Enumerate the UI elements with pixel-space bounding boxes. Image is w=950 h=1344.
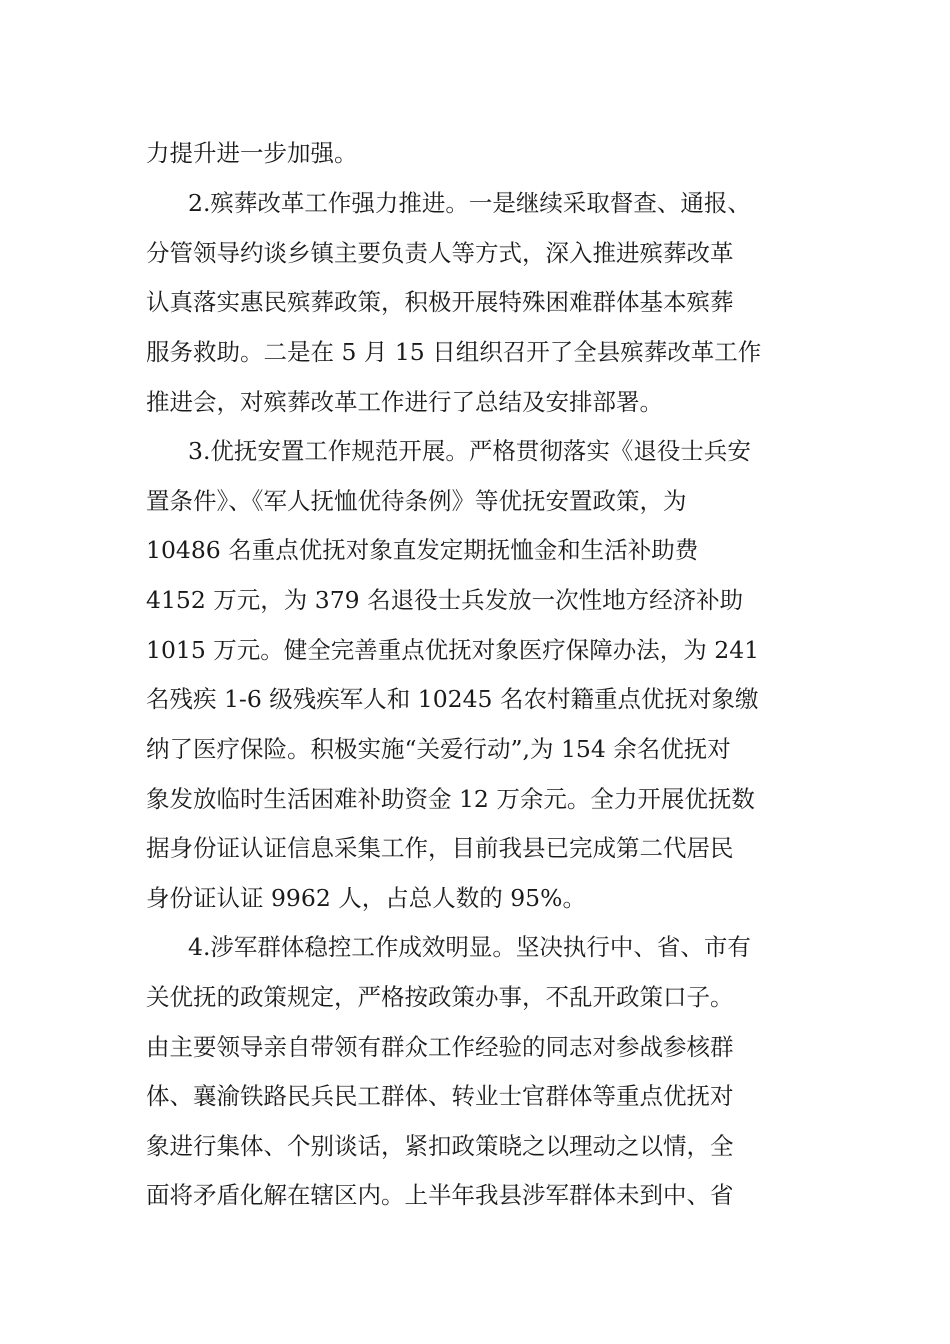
- text-line: 据身份证认证信息采集工作，目前我县已完成第二代居民: [146, 834, 734, 862]
- text-line: 象发放临时生活困难补助资金 12 万余元。全力开展优抚数: [146, 785, 755, 813]
- text-line: 认真落实惠民殡葬政策，积极开展特殊困难群体基本殡葬: [146, 288, 734, 316]
- text-line: 关优抚的政策规定，严格按政策办事，不乱开政策口子。: [146, 983, 734, 1011]
- text-line: 分管领导约谈乡镇主要负责人等方式，深入推进殡葬改革: [146, 239, 734, 267]
- paragraph-4-heading-line: 4.涉军群体稳控工作成效明显。坚决执行中、省、市有: [188, 933, 751, 961]
- paragraph-2-heading-line: 2.殡葬改革工作强力推进。一是继续采取督查、通报、: [188, 189, 751, 217]
- text-line: 1015 万元。健全完善重点优抚对象医疗保障办法，为 241: [146, 636, 760, 664]
- text-line: 服务救助。二是在 5 月 15 日组织召开了全县殡葬改革工作: [146, 338, 762, 366]
- text-line: 10486 名重点优抚对象直发定期抚恤金和生活补助费: [146, 536, 699, 564]
- text-line: 置条件》、《军人抚恤优待条例》等优抚安置政策，为: [146, 487, 687, 515]
- paragraph-3-heading-line: 3.优抚安置工作规范开展。严格贯彻落实《退役士兵安: [188, 437, 751, 465]
- text-line: 4152 万元，为 379 名退役士兵发放一次性地方经济补助: [146, 586, 744, 614]
- text-line: 由主要领导亲自带领有群众工作经验的同志对参战参核群: [146, 1033, 734, 1061]
- text-line: 象进行集体、个别谈话，紧扣政策晓之以理动之以情，全: [146, 1132, 734, 1160]
- text-line: 名残疾 1-6 级残疾军人和 10245 名农村籍重点优抚对象缴: [146, 685, 759, 713]
- text-line: 力提升进一步加强。: [146, 139, 358, 167]
- text-line: 身份证认证 9962 人，占总人数的 95%。: [146, 884, 586, 912]
- text-line: 面将矛盾化解在辖区内。上半年我县涉军群体未到中、省: [146, 1181, 734, 1209]
- text-line: 推进会，对殡葬改革工作进行了总结及安排部署。: [146, 388, 663, 416]
- text-line: 纳了医疗保险。积极实施“关爱行动”,为 154 余名优抚对: [146, 735, 731, 763]
- text-line: 体、襄渝铁路民兵民工群体、转业士官群体等重点优抚对: [146, 1082, 734, 1110]
